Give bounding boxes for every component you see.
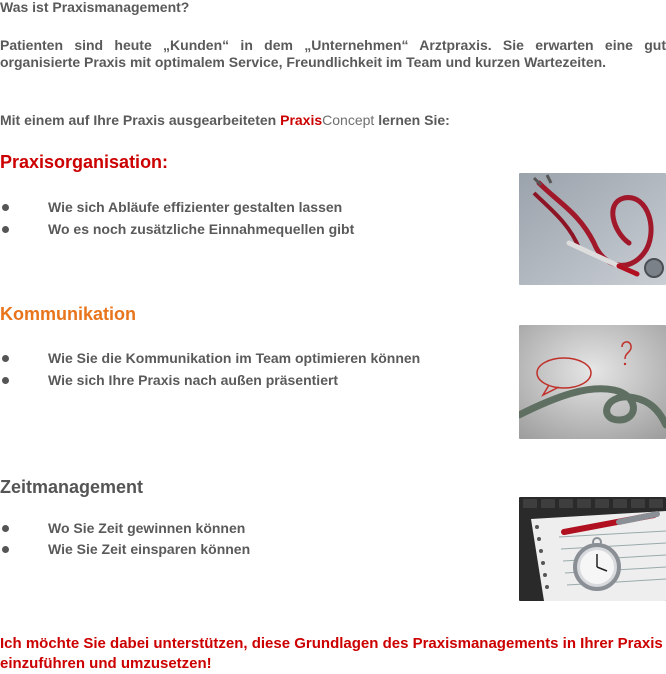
bullet-icon [2, 546, 9, 553]
intro-title: Was ist Praxismanagement? [0, 0, 190, 15]
intro-lead [0, 112, 666, 129]
bullet-icon [2, 377, 9, 384]
knotted-cable-speech-bubble-photo [519, 325, 666, 439]
bullet-icon [2, 204, 9, 211]
bullet-icon [2, 355, 9, 362]
heading-kommunikation: Kommunikation [0, 304, 137, 324]
lead-after: lernen Sie: [374, 112, 450, 128]
brand-concept: Concept [322, 112, 375, 128]
intro-paragraph: Patienten sind heute „Kunden“ in dem „Unternehmen“ Arztpraxis. Sie erwarten eine gut organisierte Praxis mit optimalem Service, Freundlichkeit im Team und kurzen Wartezeiten. [0, 37, 666, 70]
heading-praxisorganisation: Praxisorganisation: [0, 152, 169, 172]
pocket-watch-planner-photo [519, 497, 666, 601]
bullet-icon [2, 525, 9, 532]
heading-zeitmanagement: Zeitmanagement [0, 477, 144, 497]
stethoscope-photo [519, 173, 666, 285]
brand-praxis: Praxis [280, 112, 323, 128]
bullet-icon [2, 226, 9, 233]
lead-before: Mit einem auf Ihre Praxis ausgearbeiteten [0, 112, 281, 128]
closing-statement: Ich möchte Sie dabei unterstützen, diese Grundlagen des Praxismanagements in Ihrer Praxis einzuführen und umzusetzen! [0, 635, 663, 672]
